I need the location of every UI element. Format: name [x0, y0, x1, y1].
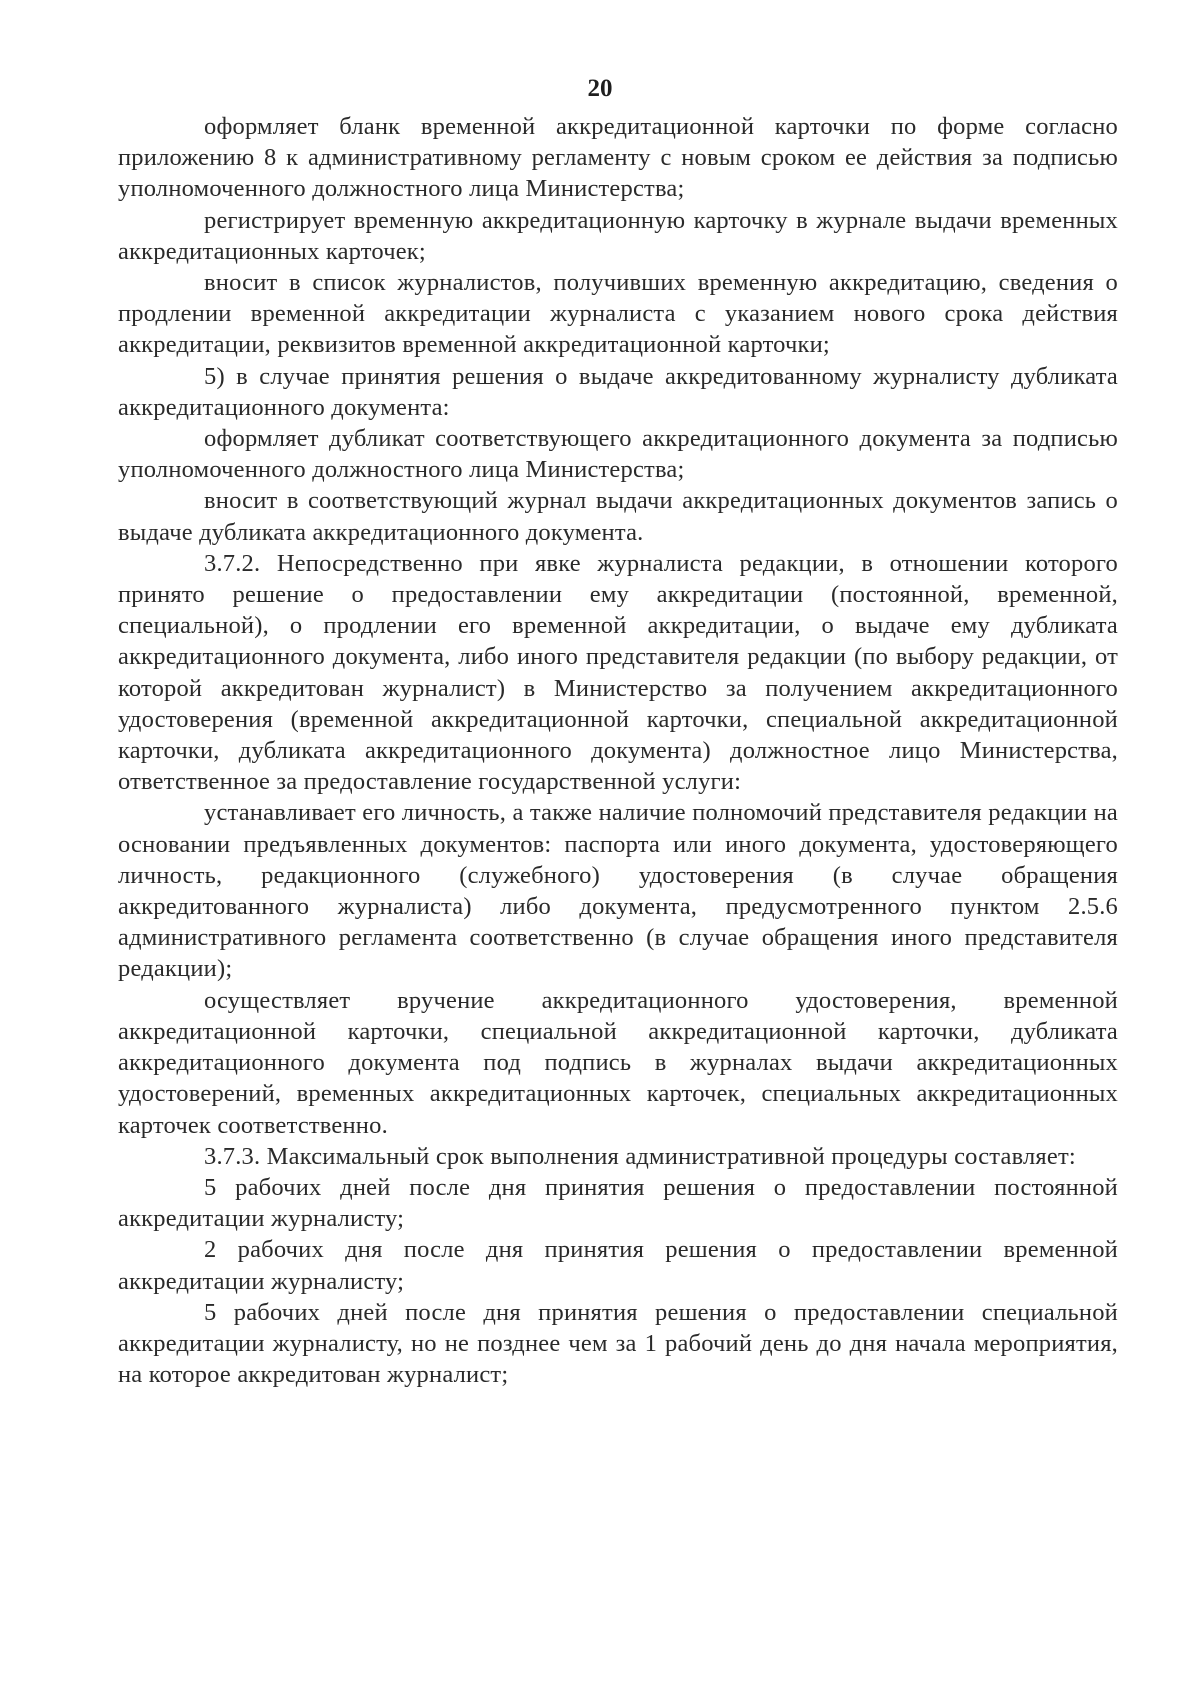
paragraph-verify-identity: устанавливает его личность, а также наличие полномочий представителя редакции на основании предъявленных документов: паспорта или иного документа, удостоверяющего личность, редакционного (служебного) удостоверения (в случае обращения аккредитованного журналиста) либо документа, предусмотренного пунктом 2.5.6 административного регламента соответственно (в случае обращения иного представителя редакции);	[118, 799, 1118, 983]
paragraph-section-3-7-3: 3.7.3. Максимальный срок выполнения административной процедуры составляет:	[204, 1142, 1076, 1170]
paragraph-hand-over-documents: осуществляет вручение аккредитационного удостоверения, временной аккредитационной карточки, специальной аккредитационной карточки, дубликата аккредитационного документа под подпись в журналах выдачи аккредитационных удостоверений, временных аккредитационных карточек, специальных аккредитационных карточек соответственно.	[118, 986, 1118, 1139]
paragraph-duplicate-decision: 5) в случае принятия решения о выдаче аккредитованному журналисту дубликата аккредитационного документа:	[118, 362, 1118, 421]
paragraph-record-duplicate: вносит в соответствующий журнал выдачи аккредитационных документов запись о выдаче дубликата аккредитационного документа.	[118, 487, 1118, 546]
paragraph-issue-temporary-card: оформляет бланк временной аккредитационной карточки по форме согласно приложению 8 к административному регламенту с новым сроком ее действия за подписью уполномоченного должностного лица Министерства;	[118, 113, 1118, 203]
paragraph-issue-duplicate: оформляет дубликат соответствующего аккредитационного документа за подписью уполномоченного должностного лица Министерства;	[118, 425, 1118, 484]
paragraph-update-journalist-list: вносит в список журналистов, получивших временную аккредитацию, сведения о продлении временной аккредитации журналиста с указанием нового срока действия аккредитации, реквизитов временной аккредитационной карточки;	[118, 269, 1118, 359]
paragraph-section-3-7-2: 3.7.2. Непосредственно при явке журналиста редакции, в отношении которого принято решение о предоставлении ему аккредитации (постоянной, временной, специальной), о продлении его временной аккредитации, о выдаче ему дубликата аккредитационного документа, либо иного представителя редакции (по выбору редакции, от которой аккредитован журналист) в Министерство за получением аккредитационного удостоверения (временной аккредитационной карточки, специальной аккредитационной карточки, дубликата аккредитационного документа) должностное лицо Министерства, ответственное за предоставление государственной услуги:	[118, 549, 1118, 796]
paragraph-term-permanent: 5 рабочих дней после дня принятия решения о предоставлении постоянной аккредитации журналисту;	[118, 1173, 1118, 1233]
paragraph-term-special: 5 рабочих дней после дня принятия решения о предоставлении специальной аккредитации журналисту, но не позднее чем за 1 рабочий день до дня начала мероприятия, на которое аккредитован журналист;	[118, 1298, 1118, 1389]
paragraph-term-temporary: 2 рабочих дня после дня принятия решения о предоставлении временной аккредитации журналисту;	[118, 1236, 1118, 1295]
page-number: 20	[587, 75, 613, 102]
paragraph-register-temporary-card: регистрирует временную аккредитационную карточку в журнале выдачи временных аккредитационных карточек;	[118, 206, 1118, 265]
document-body	[118, 111, 1118, 1390]
